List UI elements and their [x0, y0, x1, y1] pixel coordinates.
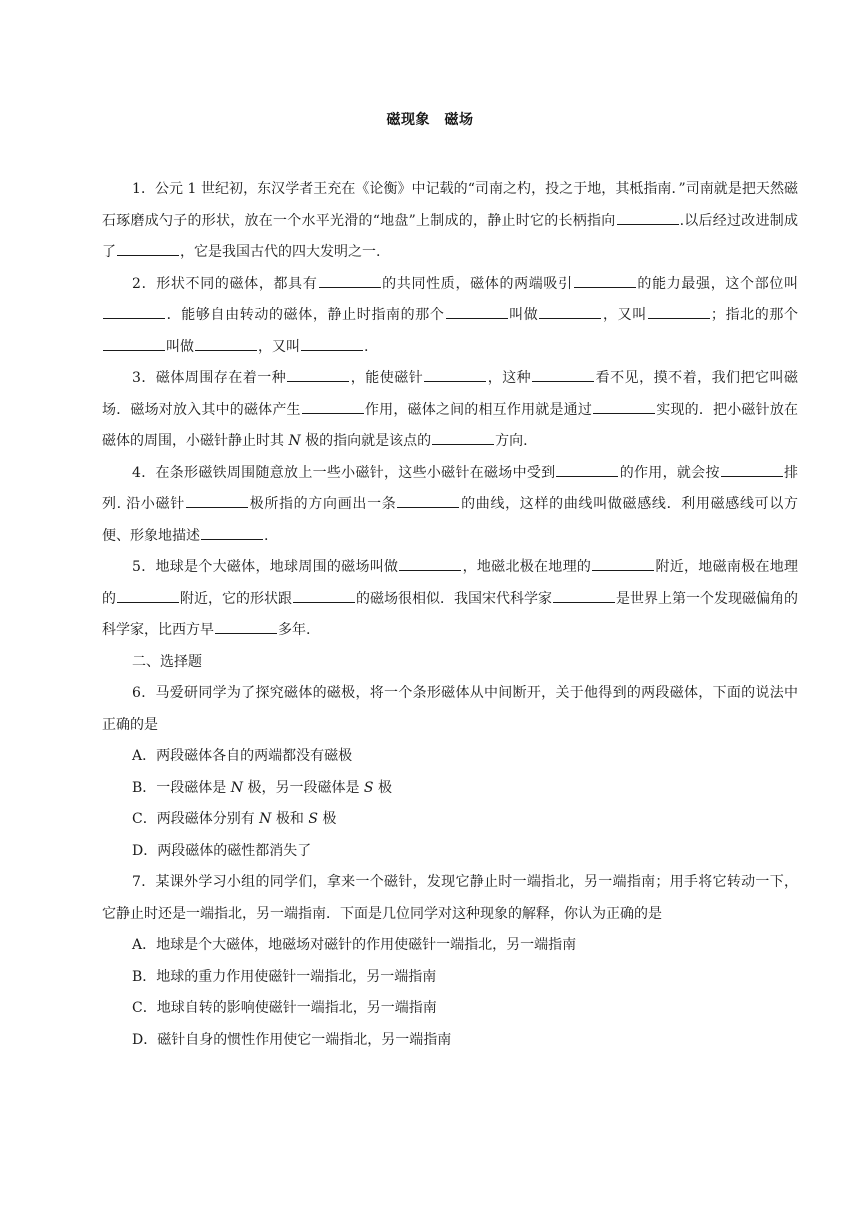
- q1-text-b: .以后经过改进制成了: [102, 212, 799, 260]
- q4-text-a: 4．在条形磁铁周围随意放上一些小磁针，这些小磁针在磁场中受到: [132, 464, 556, 481]
- q2-text-h: 叫做: [166, 338, 194, 355]
- pole-s-label: S: [308, 811, 318, 827]
- q5-text-d: 附近，它的形状跟: [180, 590, 292, 607]
- q3-text-i: 方向.: [495, 433, 528, 449]
- q2-text-j: .: [364, 338, 369, 355]
- q3-text-h: 极的指向就是该点的: [300, 433, 432, 449]
- answer-blank[interactable]: [302, 398, 364, 414]
- q2-text-d: ．能够自由转动的磁体，静止时指南的那个: [166, 307, 445, 323]
- answer-blank[interactable]: [399, 555, 461, 571]
- answer-blank[interactable]: [186, 492, 248, 508]
- q3-text-d: 看不见，摸不着，我们把它叫磁场．磁场对放入其中的磁体产生: [102, 370, 799, 418]
- answer-blank[interactable]: [556, 461, 618, 477]
- answer-blank[interactable]: [553, 587, 615, 603]
- pole-n-label: N: [259, 811, 272, 827]
- answer-blank[interactable]: [532, 366, 594, 382]
- answer-blank[interactable]: [117, 587, 179, 603]
- q4-text-c: 排列. 沿小磁针: [102, 464, 799, 512]
- q7-option-b[interactable]: B．地球的重力作用使磁针一端指北，另一端指南: [132, 968, 437, 985]
- pole-s-label: S: [363, 779, 374, 796]
- q5-text-f: 是世界上第一个发现磁偏角的科学家，比西方早: [102, 590, 798, 638]
- question-3: [102, 363, 798, 458]
- q1-text-a: 1．公元 1 世纪初，东汉学者王充在《论衡》中记载的“司南之杓，投之于地，其柢指南．”司南就是把天然磁石琢磨成勺子的形状，放在一个水平光滑的“地盘”上制成的，静止时它的长柄指向: [102, 181, 798, 229]
- q6-c-text-e: 极: [317, 811, 337, 827]
- answer-blank[interactable]: [424, 366, 486, 382]
- q4-text-e: 的曲线，这样的曲线叫做磁感线．利用磁感线可以方便、形象地描述: [102, 496, 798, 544]
- question-7-stem: 7．某课外学习小组的同学们，拿来一个磁针，发现它静止时一端指北，另一端指南；用手将它转动一下，它静止时还是一端指北，另一端指南．下面是几位同学对这种现象的解释，你认为正确的是: [102, 874, 798, 922]
- answer-blank[interactable]: [103, 303, 165, 319]
- q4-text-f: .: [264, 527, 269, 544]
- question-2: [102, 269, 798, 364]
- answer-blank[interactable]: [539, 303, 601, 319]
- q6-b-text-a: B．一段磁体是: [132, 779, 231, 796]
- q6-c-text-c: 极和: [271, 811, 309, 827]
- answer-blank[interactable]: [301, 335, 363, 351]
- q2-text-f: ，又叫: [602, 307, 647, 323]
- page-title: 磁现象 磁场: [386, 112, 474, 128]
- q5-text-a: 5．地球是个大磁体，地球周围的磁场叫做: [132, 559, 399, 575]
- q3-text-f: 实现的．把小磁针放在磁体的周围，小磁针静止时其: [102, 401, 799, 449]
- q3-text-a: 3．磁体周围存在着一种: [132, 370, 287, 386]
- q4-text-d: 极所指的方向画出一条: [248, 496, 397, 512]
- answer-blank[interactable]: [432, 429, 494, 445]
- answer-blank[interactable]: [617, 209, 679, 225]
- q7-option-d[interactable]: D．磁针自身的惯性作用使它一端指北，另一端指南: [132, 1031, 452, 1048]
- answer-blank[interactable]: [721, 461, 783, 477]
- q2-text-a: 2．形状不同的磁体，都具有: [132, 275, 318, 292]
- question-1: [102, 174, 798, 269]
- answer-blank[interactable]: [397, 492, 459, 508]
- pole-n-label: N: [288, 433, 301, 449]
- q6-b-text-c: 极，另一段磁体是: [243, 779, 364, 796]
- q5-text-e: 的磁场很相似．我国宋代科学家: [356, 590, 552, 607]
- q5-text-c: 附近，地磁南极在地理的: [102, 559, 799, 607]
- answer-blank[interactable]: [592, 555, 654, 571]
- q2-text-g: ；指北的那个: [710, 307, 798, 323]
- q6-c-text-a: C．两段磁体分别有: [132, 811, 260, 827]
- pole-n-label: N: [230, 779, 243, 796]
- answer-blank[interactable]: [215, 618, 277, 634]
- answer-blank[interactable]: [593, 398, 655, 414]
- q3-text-c: ，这种: [487, 370, 532, 386]
- q2-text-b: 的共同性质，磁体的两端吸引: [381, 275, 573, 292]
- answer-blank[interactable]: [574, 272, 636, 288]
- q5-text-b: ，地磁北极在地理的: [462, 559, 592, 575]
- answer-blank[interactable]: [287, 366, 349, 382]
- question-5: [102, 552, 798, 647]
- section-heading: 二、选择题: [132, 653, 202, 670]
- q7-option-c[interactable]: C．地球自转的影响使磁针一端指北，另一端指南: [132, 1000, 437, 1016]
- q6-option-c[interactable]: [102, 804, 798, 836]
- answer-blank[interactable]: [319, 272, 381, 288]
- q4-text-b: 的作用，就会按: [619, 464, 720, 481]
- question-6-stem: 6．马爱研同学为了探究磁体的磁极，将一个条形磁体从中间断开，关于他得到的两段磁体，下面的说法中正确的是: [102, 685, 798, 733]
- q1-text-c: ，它是我国古代的四大发明之一.: [180, 244, 381, 260]
- q6-b-text-e: 极: [373, 779, 392, 796]
- q2-text-i: ，又叫: [258, 338, 300, 355]
- q5-text-g: 多年.: [278, 622, 311, 638]
- document-body: [102, 174, 798, 1056]
- answer-blank[interactable]: [201, 524, 263, 540]
- answer-blank[interactable]: [648, 303, 710, 319]
- answer-blank[interactable]: [103, 335, 165, 351]
- answer-blank[interactable]: [195, 335, 257, 351]
- q2-text-e: 叫做: [508, 307, 539, 323]
- question-4: [102, 458, 798, 553]
- q6-option-d[interactable]: D．两段磁体的磁性都消失了: [132, 842, 312, 859]
- answer-blank[interactable]: [293, 587, 355, 603]
- answer-blank[interactable]: [446, 303, 508, 319]
- q7-option-a[interactable]: A．地球是个大磁体，地磁场对磁针的作用使磁针一端指北，另一端指南: [132, 937, 577, 953]
- q3-text-b: ，能使磁针: [350, 370, 424, 386]
- q6-option-a[interactable]: A．两段磁体各自的两端都没有磁极: [132, 748, 353, 764]
- answer-blank[interactable]: [117, 240, 179, 256]
- q6-option-b[interactable]: [102, 773, 798, 805]
- q2-text-c: 的能力最强，这个部位叫: [636, 275, 799, 292]
- q3-text-e: 作用，磁体之间的相互作用就是通过: [364, 401, 593, 418]
